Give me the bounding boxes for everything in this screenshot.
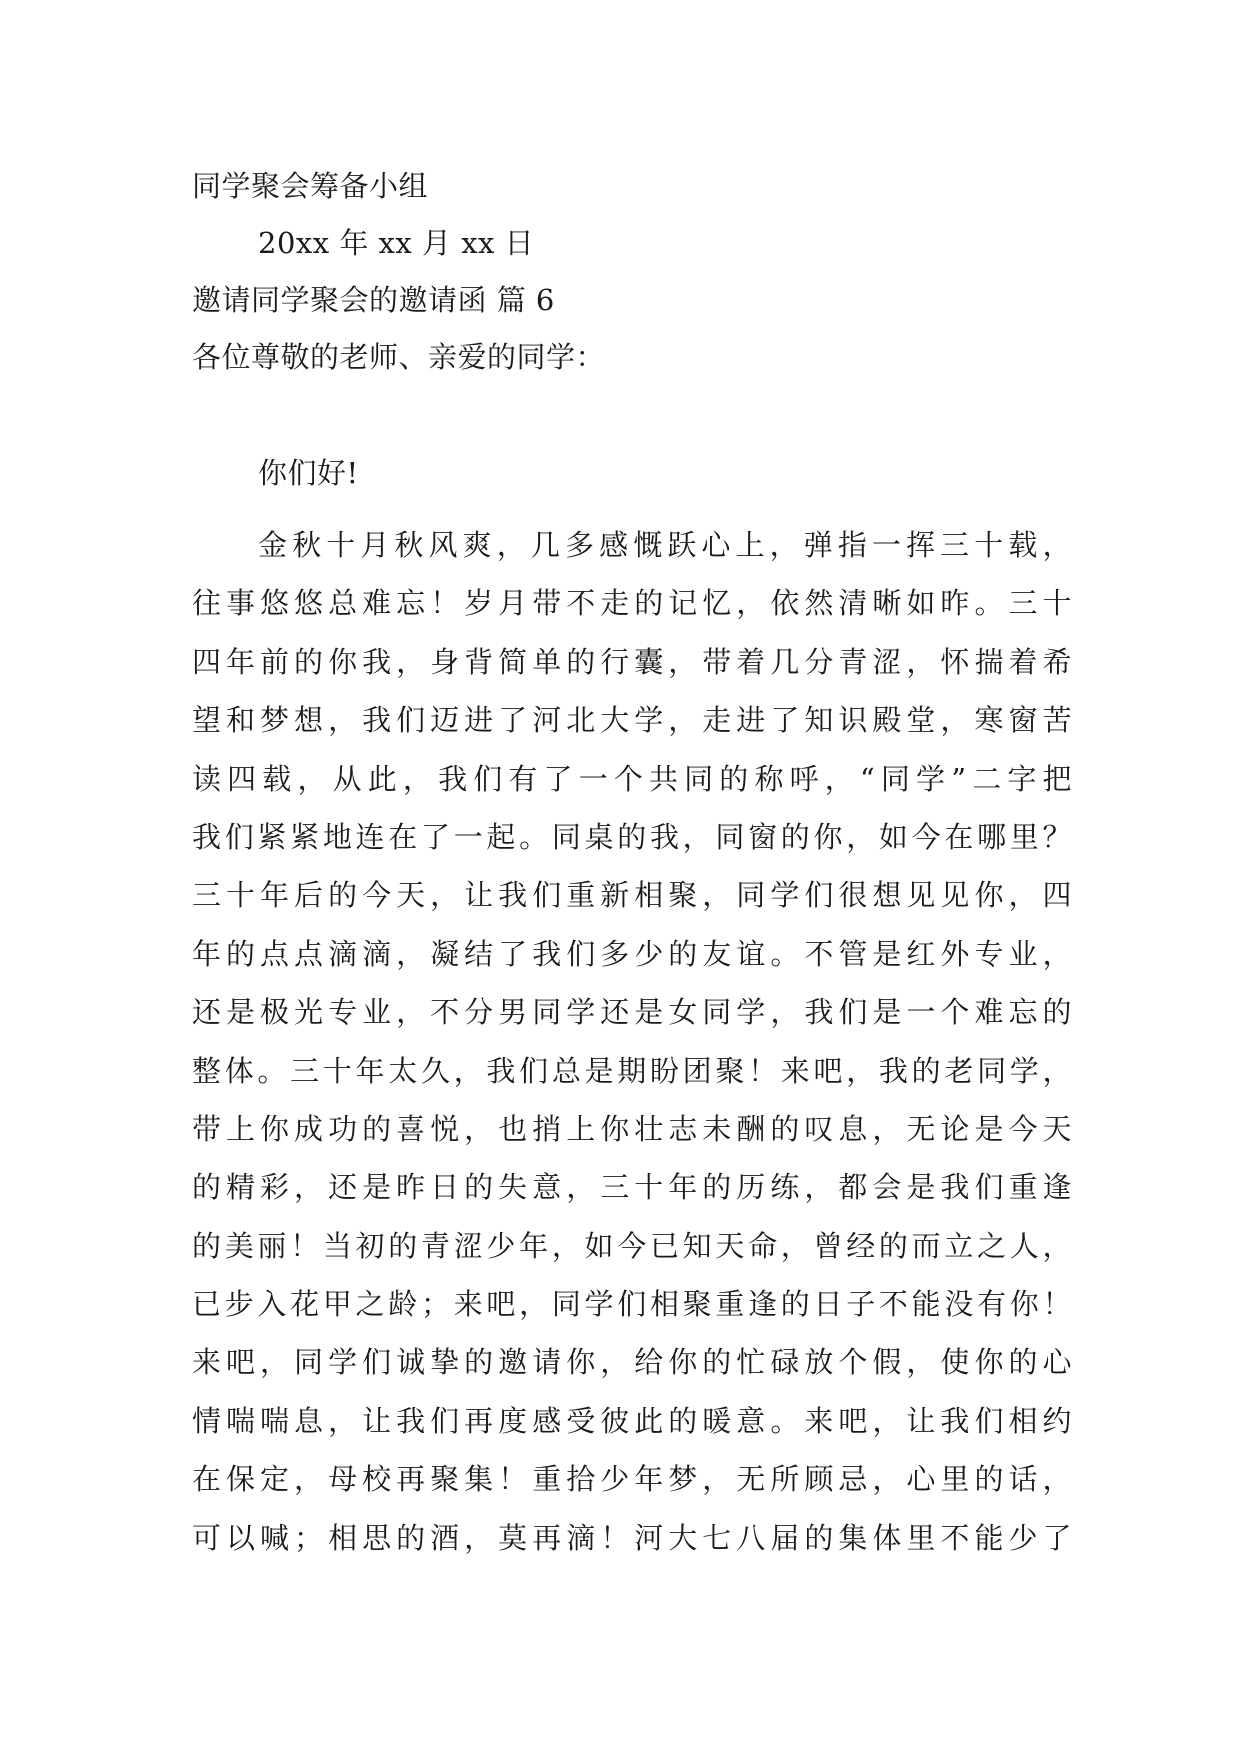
paragraph-line: 可以喊；相思的酒，莫再滴！河大七八届的集体里不能少了 [192,1520,1072,1555]
greeting: 你们好! [258,456,359,490]
paragraph-line: 还是极光专业，不分男同学还是女同学，我们是一个难忘的 [192,995,1072,1030]
paragraph-line: 四年前的你我，身背简单的行囊，带着几分青涩，怀揣着希 [192,644,1072,679]
section-title: 邀请同学聚会的邀请函 篇 6 [192,283,555,317]
paragraph-line: 来吧，同学们诚挚的邀请你，给你的忙碌放个假，使你的心 [192,1345,1072,1380]
paragraph-line: 读四载，从此，我们有了一个共同的称呼，“同学”二字把 [192,761,1072,796]
salutation: 各位尊敬的老师、亲爱的同学： [192,340,606,374]
paragraph-line: 往事悠悠总难忘！岁月带不走的记忆，依然清晰如昨。三十 [192,586,1072,621]
paragraph-line: 在保定，母校再聚集！重拾少年梦，无所顾忌，心里的话， [192,1462,1072,1497]
body-paragraph [192,516,1072,1567]
paragraph-line: 已步入花甲之龄；来吧，同学们相聚重逢的日子不能没有你！ [192,1287,1072,1322]
paragraph-line: 望和梦想，我们迈进了河北大学，走进了知识殿堂，寒窗苦 [192,703,1072,738]
paragraph-line: 的精彩，还是昨日的失意，三十年的历练，都会是我们重逢 [192,1170,1072,1205]
paragraph-line: 年的点点滴滴，凝结了我们多少的友谊。不管是红外专业， [192,936,1072,971]
paragraph-line: 的美丽！当初的青涩少年，如今已知天命，曾经的而立之人， [192,1228,1072,1263]
signature-date: 20xx 年 xx 月 xx 日 [258,226,535,260]
paragraph-line: 情喘喘息，让我们再度感受彼此的暖意。来吧，让我们相约 [192,1403,1072,1438]
paragraph-line: 我们紧紧地连在了一起。同桌的我，同窗的你，如今在哪里？ [192,819,1072,854]
paragraph-line: 整体。三十年太久，我们总是期盼团聚！来吧，我的老同学， [192,1053,1072,1088]
organizer-signature: 同学聚会筹备小组 [192,169,429,203]
paragraph-line: 三十年后的今天，让我们重新相聚，同学们很想见见你，四 [192,878,1072,913]
paragraph-line: 金秋十月秋风爽，几多感慨跃心上，弹指一挥三十载， [258,528,1072,562]
paragraph-line: 带上你成功的喜悦，也捎上你壮志未酬的叹息，无论是今天 [192,1111,1072,1146]
